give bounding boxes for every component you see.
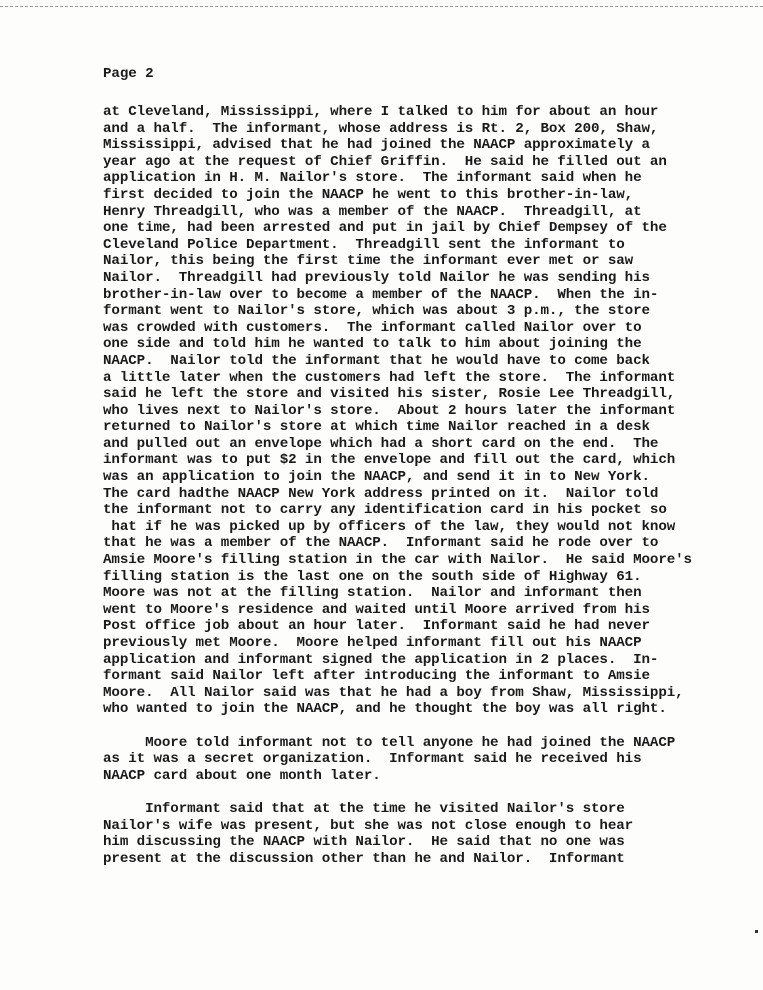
paragraph-3 [103, 801, 692, 867]
text-line: NAACP card about one month later. [103, 767, 381, 784]
text-line: The card hadthe NAACP New York address printed on it. Nailor told [103, 485, 659, 502]
text-line: Moore told informant not to tell anyone he had joined the NAACP [103, 734, 676, 751]
text-line: Moore was not at the filling station. Nailor and informant then [103, 585, 642, 602]
text-line: Nailor's wife was present, but she was not close enough to hear [103, 817, 634, 834]
text-line: him discussing the NAACP with Nailor. He said that no one was [103, 834, 625, 851]
text-line: one side and told him he wanted to talk to him about joining the [103, 336, 642, 353]
text-line: and pulled out an envelope which had a short card on the end. The [103, 435, 659, 452]
text-line: that he was a member of the NAACP. Informant said he rode over to [103, 535, 659, 552]
text-line: was crowded with customers. The informant called Nailor over to [103, 319, 642, 336]
text-line: at Cleveland, Mississippi, where I talked to him for about an hour [103, 104, 659, 120]
text-line: present at the discussion other than he and Nailor. Informant [103, 850, 625, 867]
text-line: application in H. M. Nailor's store. The informant said when he [103, 170, 642, 187]
text-line: who lives next to Nailor's store. About 2 hours later the informant [103, 402, 676, 419]
text-line: previously met Moore. Moore helped informant fill out his NAACP [103, 635, 642, 651]
text-line: the informant not to carry any identification card in his pocket so [103, 502, 667, 519]
text-line: Moore. All Nailor said was that he had a boy from Shaw, Mississippi, [103, 684, 684, 701]
page-number-label: Page 2 [103, 66, 154, 82]
text-line: returned to Nailor's store at which time Nailor reached in a desk [103, 419, 650, 436]
text-line: said he left the store and visited his sister, Rosie Lee Threadgill, [103, 386, 676, 403]
paragraph-1 [103, 104, 692, 718]
text-line: one time, had been arrested and put in jail by Chief Dempsey of the [103, 220, 667, 237]
text-line: year ago at the request of Chief Griffin. He said he filled out an [103, 153, 667, 170]
text-line: went to Moore's residence and waited until Moore arrived from his [103, 601, 650, 618]
text-line: Informant said that at the time he visited Nailor's store [103, 800, 625, 817]
text-line: formant said Nailor left after introducing the informant to Amsie [103, 668, 650, 685]
text-line: Amsie Moore's filling station in the car with Nailor. He said Moore's [103, 552, 692, 569]
text-line: Henry Threadgill, who was a member of the NAACP. Threadgill, at [103, 203, 642, 220]
text-line: formant went to Nailor's store, which was about 3 p.m., the store [103, 303, 650, 320]
text-line: filling station is the last one on the south side of Highway 61. [103, 568, 642, 585]
text-line: Nailor. Threadgill had previously told Nailor he was sending his [103, 269, 650, 286]
text-line: hat if he was picked up by officers of the law, they would not know [103, 518, 676, 535]
text-line: who wanted to join the NAACP, and he thought the boy was all right. [103, 701, 667, 718]
text-line: first decided to join the NAACP he went to this brother-in-law, [103, 186, 634, 203]
text-line: Mississippi, advised that he had joined the NAACP approximately a [103, 137, 650, 154]
text-line: and a half. The informant, whose address is Rt. 2, Box 200, Shaw, [103, 120, 659, 137]
text-line: as it was a secret organization. Informant said he received his [103, 751, 642, 768]
text-line: application and informant signed the application in 2 places. In- [103, 651, 659, 668]
paragraph-2 [103, 735, 692, 785]
top-edge-rule [0, 6, 763, 7]
text-line: Nailor, this being the first time the informant ever met or saw [103, 253, 634, 270]
text-line: brother-in-law over to become a member of the NAACP. When the in- [103, 286, 659, 303]
paragraph-gap [103, 718, 692, 735]
text-line: was an application to join the NAACP, and send it in to New York. [103, 469, 650, 486]
text-line: Post office job about an hour later. Informant said he had never [103, 618, 650, 635]
paragraph-gap [103, 784, 692, 801]
text-line: a little later when the customers had left the store. The informant [103, 369, 676, 386]
document-body [103, 104, 692, 867]
text-line: NAACP. Nailor told the informant that he would have to come back [103, 352, 650, 369]
margin-speck [755, 930, 758, 933]
text-line: informant was to put $2 in the envelope and fill out the card, which [103, 452, 676, 469]
text-line: Cleveland Police Department. Threadgill sent the informant to [103, 236, 625, 253]
